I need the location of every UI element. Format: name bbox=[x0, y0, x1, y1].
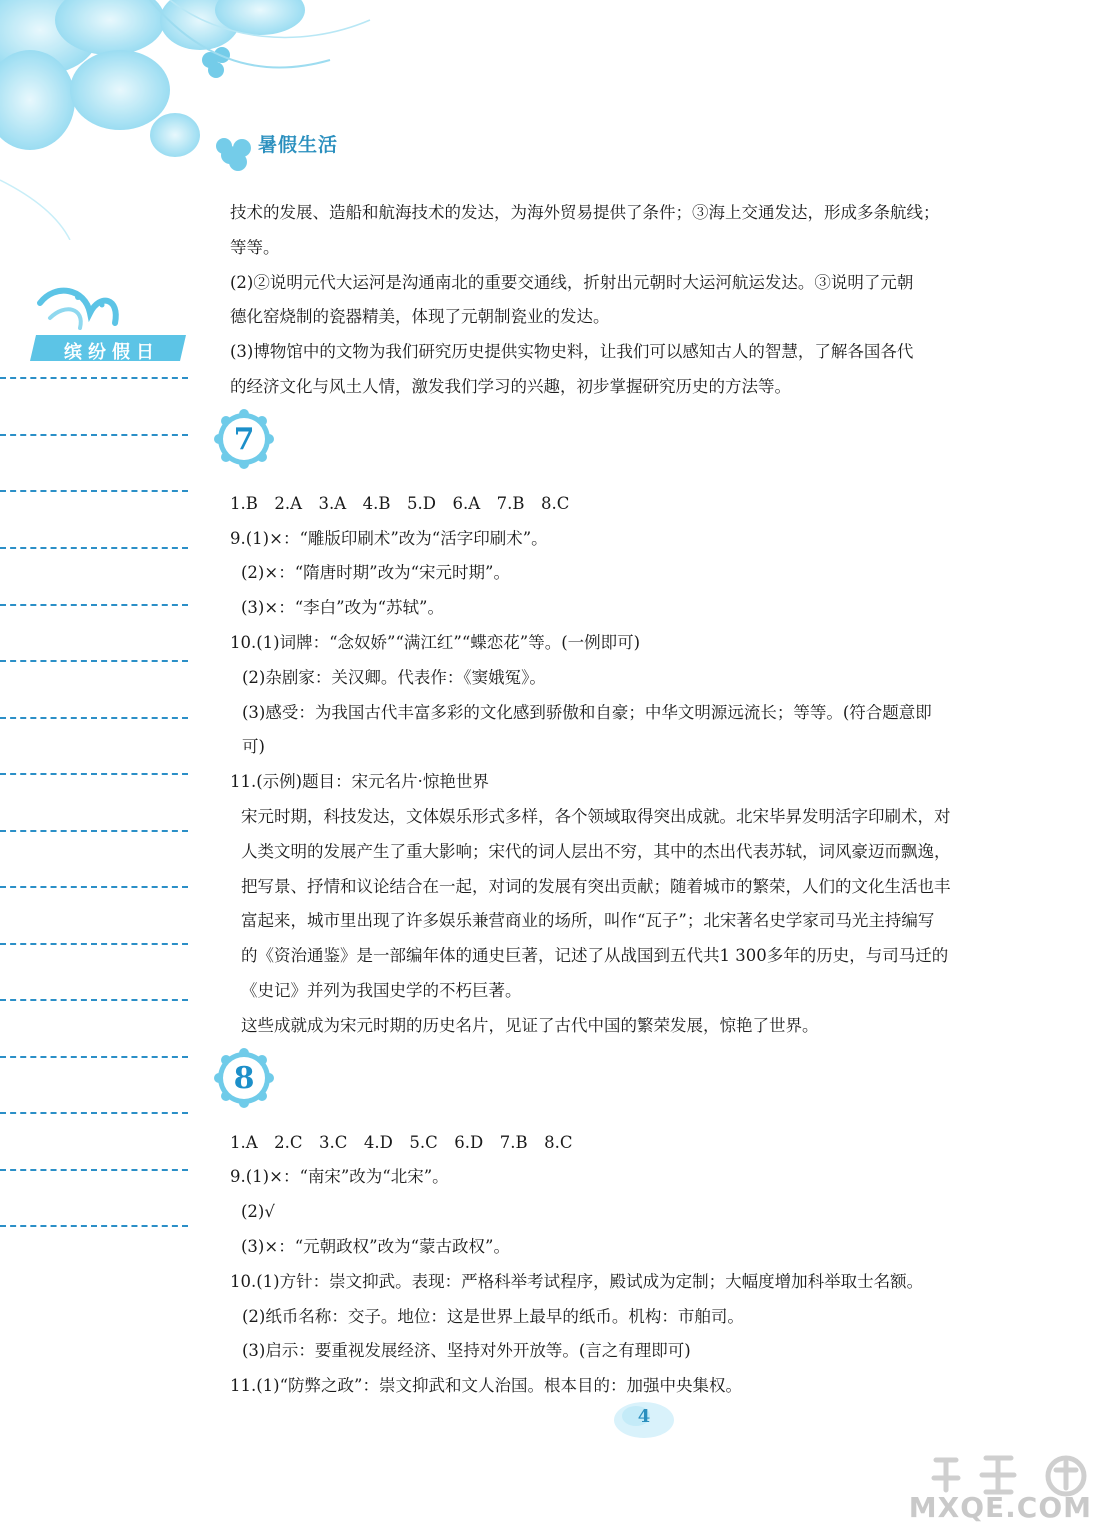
answer-line: 11.(1)“防弊之政”：崇文抑武和文人治国。根本目的：加强中央集权。 bbox=[230, 1376, 742, 1396]
answer-line: 11.(示例)题目：宋元名片·惊艳世界 bbox=[230, 772, 489, 792]
page-number bbox=[612, 1400, 676, 1440]
note-line bbox=[0, 773, 188, 775]
section-7-badge bbox=[214, 405, 274, 487]
answer-line: 1.B 2.A 3.A 4.B 5.D 6.A 7.B 8.C bbox=[230, 493, 570, 513]
note-line bbox=[0, 604, 188, 606]
note-line bbox=[0, 1056, 188, 1058]
answer-line: (3)博物馆中的文物为我们研究历史提供实物史料，让我们可以感知古人的智慧，了解各国各代 bbox=[230, 342, 914, 362]
answer-line: 人类文明的发展产生了重大影响；宋代的词人层出不穷，其中的杰出代表苏轼，词风豪迈而飘逸， bbox=[241, 841, 951, 861]
answer-line: (2)纸币名称：交子。地位：这是世界上最早的纸币。机构：市舶司。 bbox=[242, 1306, 744, 1326]
answer-line: 9.(1)×：“南宋”改为“北宋”。 bbox=[230, 1167, 449, 1187]
note-line bbox=[0, 943, 188, 945]
answer-line: (3)感受：为我国古代丰富多彩的文化感到骄傲和自豪；中华文明源远流长；等等。(符合题意即 bbox=[242, 702, 932, 722]
section-8-badge bbox=[214, 1044, 274, 1126]
note-line bbox=[0, 490, 188, 492]
note-line bbox=[0, 547, 188, 549]
note-line bbox=[0, 1225, 188, 1227]
answer-line: 宋元时期，科技发达，文体娱乐形式多样，各个领域取得突出成就。北宋毕昇发明活字印刷术，对 bbox=[241, 806, 951, 826]
answer-line: 的经济文化与风土人情，激发我们学习的兴趣，初步掌握研究历史的方法等。 bbox=[230, 376, 791, 396]
watermark bbox=[908, 1450, 1106, 1530]
answer-line: 把写景、抒情和议论结合在一起，对词的发展有突出贡献；随着城市的繁荣，人们的文化生活也丰 bbox=[241, 876, 951, 896]
answer-line: 技术的发展、造船和航海技术的发达，为海外贸易提供了条件；③海上交通发达，形成多条航线； bbox=[230, 203, 940, 222]
answer-line: (3)×：“李白”改为“苏轼”。 bbox=[241, 598, 444, 618]
answer-line: 可) bbox=[242, 737, 265, 757]
answer-line: (2)×：“隋唐时期”改为“宋元时期”。 bbox=[241, 563, 510, 583]
note-line bbox=[0, 1169, 188, 1171]
answer-line: 1.A 2.C 3.C 4.D 5.C 6.D 7.B 8.C bbox=[230, 1132, 573, 1152]
note-line bbox=[0, 830, 188, 832]
answer-content bbox=[230, 196, 1008, 1404]
section-number: 7 bbox=[233, 421, 255, 457]
answer-line: (3)启示：要重视发展经济、坚持对外开放等。(言之有理即可) bbox=[242, 1341, 691, 1361]
section-number: 8 bbox=[233, 1060, 255, 1096]
answer-line: 的《资治通鉴》是一部编年体的通史巨著，记述了从战国到五代共1 300多年的历史，与司马迁的 bbox=[241, 946, 949, 966]
answer-line: 《史记》并列为我国史学的不朽巨著。 bbox=[241, 980, 522, 1000]
note-line bbox=[0, 377, 188, 379]
answer-line: 10.(1)词牌：“念奴娇”“满江红”“蝶恋花”等。(一例即可) bbox=[230, 632, 641, 652]
answer-line: 等等。 bbox=[230, 237, 280, 257]
answer-line: (2)②说明元代大运河是沟通南北的重要交通线，折射出元朝时大运河航运发达。③说明了元朝 bbox=[230, 272, 914, 292]
answer-line: 这些成就成为宋元时期的历史名片，见证了古代中国的繁荣发展，惊艳了世界。 bbox=[241, 1015, 819, 1035]
note-line bbox=[0, 717, 188, 719]
note-line bbox=[0, 660, 188, 662]
answer-line: 富起来，城市里出现了许多娱乐兼营商业的场所，叫作“瓦子”；北宋著名史学家司马光主持编写 bbox=[241, 911, 935, 931]
header-title: 暑假生活 bbox=[258, 134, 339, 156]
answer-line: (2)杂剧家：关汉卿。代表作：《窦娥冤》。 bbox=[242, 667, 546, 687]
answer-line: 德化窑烧制的瓷器精美，体现了元朝制瓷业的发达。 bbox=[230, 307, 610, 327]
note-line bbox=[0, 434, 188, 436]
page-number-text: 4 bbox=[637, 1406, 651, 1427]
answer-line: (2)√ bbox=[241, 1202, 275, 1222]
note-line bbox=[0, 1112, 188, 1114]
note-line bbox=[0, 886, 188, 888]
answer-line: (3)×：“元朝政权”改为“蒙古政权”。 bbox=[241, 1236, 510, 1256]
answer-line: 9.(1)×：“雕版印刷术”改为“活字印刷术”。 bbox=[230, 528, 548, 548]
note-line bbox=[0, 999, 188, 1001]
watermark-text: MXQE.COM bbox=[908, 1491, 1092, 1524]
sidebar-badge-text: 缤纷假日 bbox=[64, 342, 160, 363]
answer-line: 10.(1)方针：崇文抑武。表现：严格科举考试程序，殿试成为定制；大幅度增加科举取士名额。 bbox=[230, 1271, 924, 1291]
